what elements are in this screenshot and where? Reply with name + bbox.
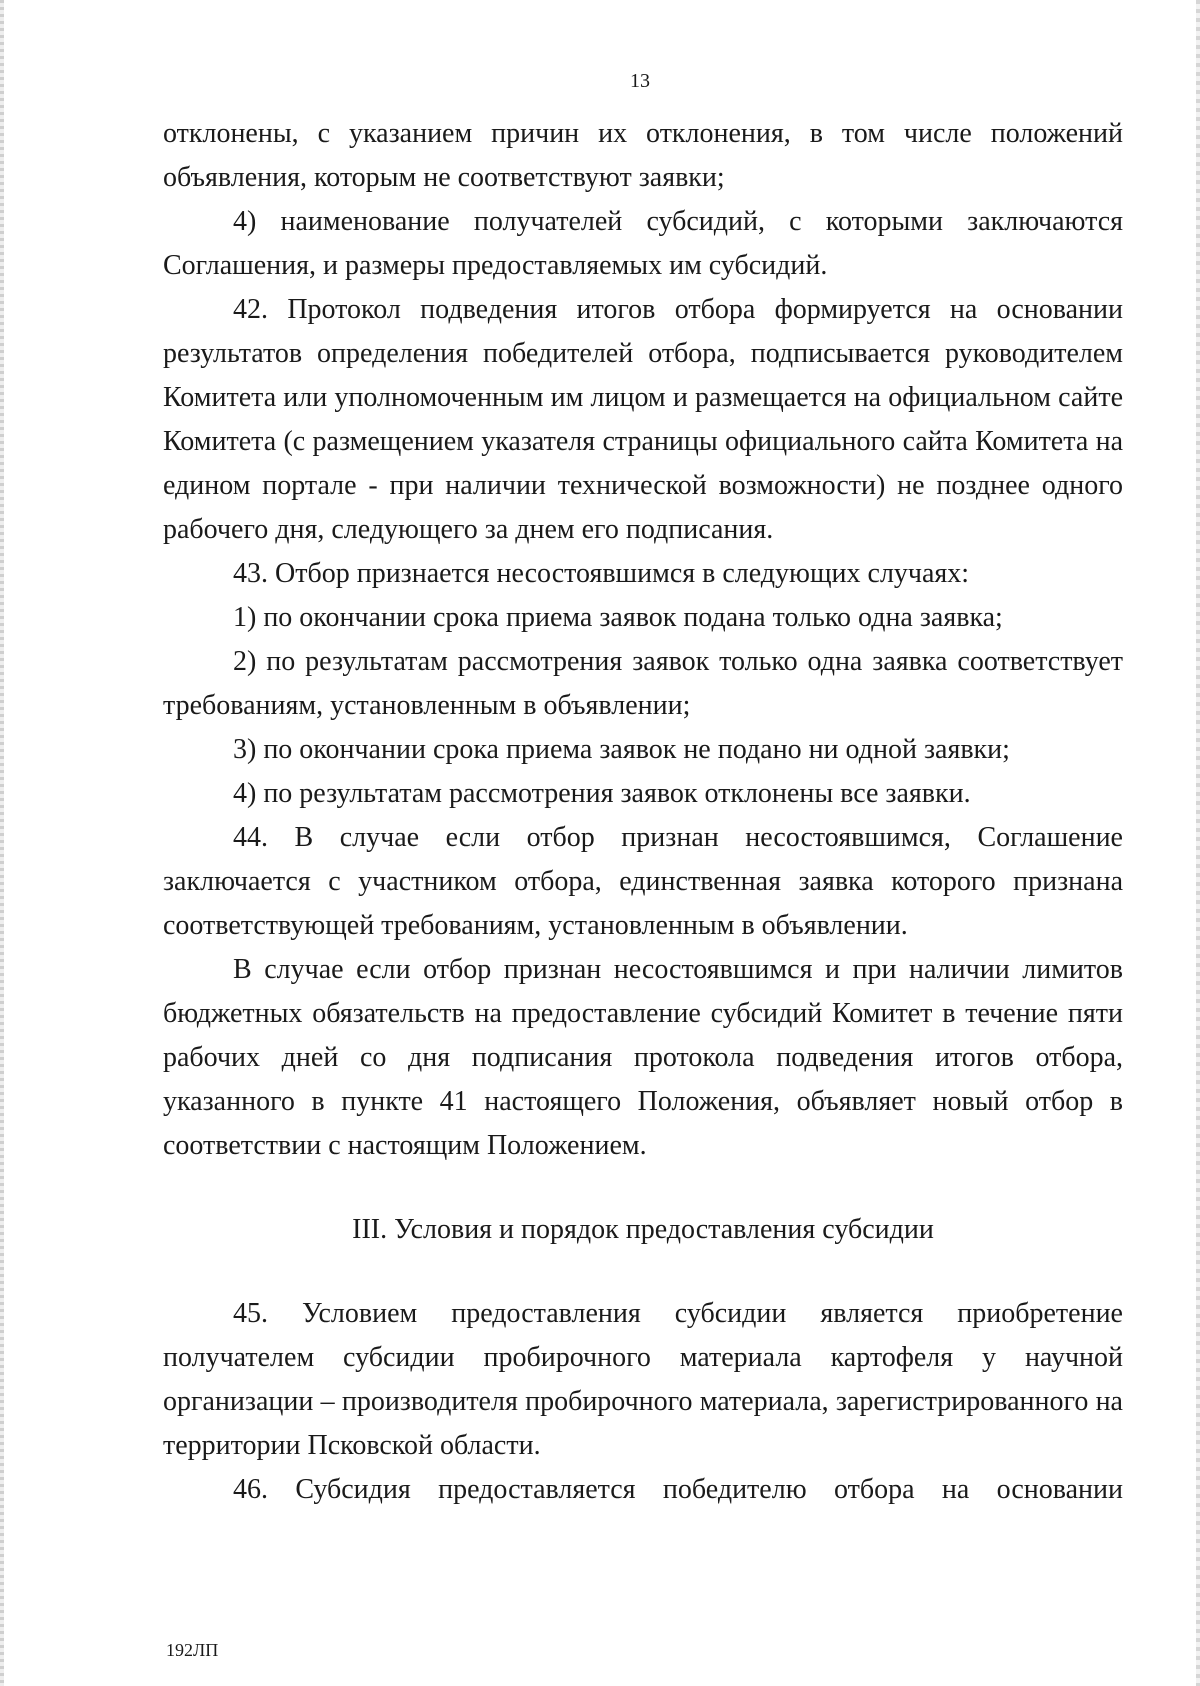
- case-item-4: 4) по результатам рассмотрения заявок отклонены все заявки.: [233, 778, 971, 809]
- paragraph-46: 46. Субсидия предоставляется победителю отбора на основании: [233, 1474, 1123, 1505]
- scan-edge-right: [1196, 0, 1200, 1686]
- case-item-2: 2) по результатам рассмотрения заявок только одна заявка соответствует требованиям, установленным в объявлении;: [163, 646, 1123, 721]
- paragraph-44: 44. В случае если отбор признан несостоявшимся, Соглашение заключается с участником отбора, единственная заявка которого признана соответствующей требованиям, установленным в объявлении.: [163, 822, 1123, 941]
- page-number: 13: [630, 70, 650, 92]
- list-item-4: 4) наименование получателей субсидий, с которыми заключаются Соглашения, и размеры предоставляемых им субсидий.: [163, 206, 1123, 281]
- footer-document-code: 192ЛП: [166, 1640, 219, 1660]
- paragraph-45: 45. Условием предоставления субсидии является приобретение получателем субсидии пробирочного материала картофеля у научной организации – производителя пробирочного материала, зарегистрированного на территории Псковской области.: [163, 1298, 1123, 1461]
- paragraph-44-continued: В случае если отбор признан несостоявшимся и при наличии лимитов бюджетных обязательств на предоставление субсидий Комитет в течение пяти рабочих дней со дня подписания протокола подведения итогов отбора, указанного в пункте 41 настоящего Положения, объявляет новый отбор в соответствии с настоящим Положением.: [163, 954, 1123, 1161]
- paragraph-continuation: отклонены, с указанием причин их отклонения, в том числе положений объявления, которым не соответствуют заявки;: [163, 118, 1123, 193]
- paragraph-43: 43. Отбор признается несостоявшимся в следующих случаях:: [233, 558, 970, 589]
- case-item-3: 3) по окончании срока приема заявок не подано ни одной заявки;: [233, 734, 1010, 765]
- case-item-1: 1) по окончании срока приема заявок подана только одна заявка;: [233, 602, 1003, 633]
- scan-edge-left: [0, 0, 4, 1686]
- document-body: [163, 112, 1123, 1512]
- paragraph-42: 42. Протокол подведения итогов отбора формируется на основании результатов определения победителей отбора, подписывается руководителем Комитета или уполномоченным им лицом и размещается на официальном сайте Комитета (с размещением указателя страницы официального сайта Комитета на едином портале - при наличии технической возможности) не позднее одного рабочего дня, следующего за днем его подписания.: [163, 294, 1123, 545]
- section-heading: III. Условия и порядок предоставления субсидии: [352, 1214, 934, 1245]
